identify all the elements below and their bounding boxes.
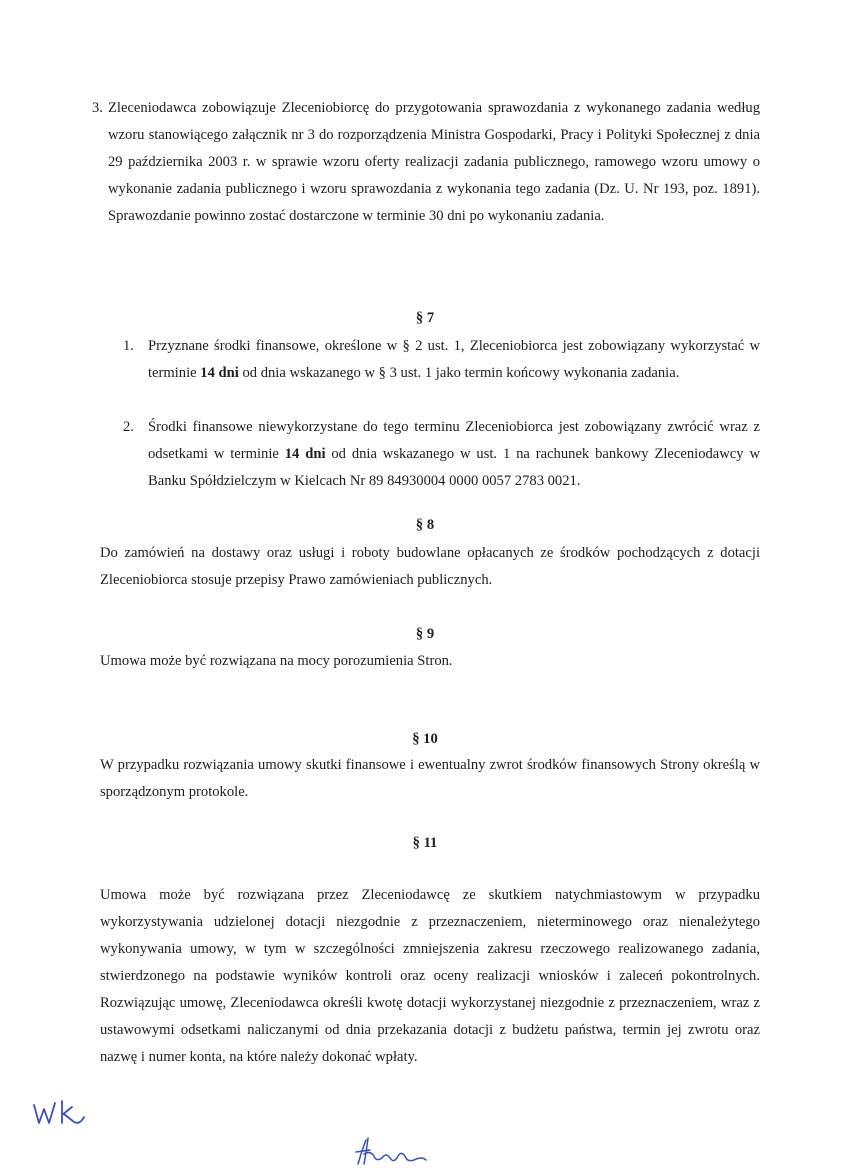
text-run: od dnia wskazanego w ust. 1 na rachunek bankowy Zleceniodawcy w Banku Spółdzielczym w Kielcach Nr 89 84930004 0000 0057 2783 0021. [148,446,760,489]
section7-item-2 [123,414,760,495]
section7-item-1 [123,333,760,387]
section10-text: W przypadku rozwiązania umowy skutki finansowe i ewentualny zwrot środków finansowych Strony określą w sporządzonym protokole. [100,757,760,800]
section-heading-8: § 8 [415,517,435,533]
text-run: Środki finansowe niewykorzystane do tego terminu Zleceniobiorca jest zobowiązany zwrócić wraz z odsetkami w terminie [148,419,760,462]
section11-text: Umowa może być rozwiązana przez Zleceniodawcę ze skutkiem natychmiastowym w przypadku wykorzystywania udzielonej dotacji niezgodnie z przeznaczeniem, nieterminowego oraz nienależytego wykonywania umowy, w tym w szczególności zmniejszenia zakresu rzeczowego realizowanego zadania, stwierdzonego na podstawie wyników kontroli oraz oceny realizacji wniosków i zaleceń pokontrolnych. Rozwiązując umowę, Zleceniodawca określi kwotę dotacji wykorzystanej niezgodnie z przeznaczeniem, wraz z ustawowymi odsetkami naliczanymi od dnia przekazania dotacji z budżetu państwa, termin jej zwrotu oraz nazwę i numer konta, na które należy dokonać wpłaty. [100,887,760,1065]
handwritten-initials [30,1095,90,1131]
text-run: od dnia wskazanego w § 3 ust. 1 jako termin końcowy wykonania zadania. [238,365,680,381]
section-heading-9: § 9 [415,626,435,642]
item-text: Zleceniodawca zobowiązuje Zleceniobiorcę do przygotowania sprawozdania z wykonanego zadania według wzoru stanowiącego załącznik nr 3 do rozporządzenia Ministra Gospodarki, Pracy i Polityki Społecznej z dnia 29 października 2003 r. w sprawie wzoru oferty realizacji zadania publicznego, ramowego wzoru umowy o wykonanie zadania publicznego i wzoru sprawozdania z wykonania tego zadania (Dz. U. Nr 193, poz. 1891). Sprawozdanie powinno zostać dostarczone w terminie 30 dni po wykonaniu zadania. [108,100,760,224]
section9-text: Umowa może być rozwiązana na mocy porozumienia Stron. [100,653,453,669]
section-heading-11: § 11 [412,835,438,851]
section-heading-7: § 7 [415,310,435,326]
item-3 [92,95,760,230]
section-heading-10: § 10 [412,731,438,747]
section8-text: Do zamówień na dostawy oraz usługi i roboty budowlane opłacanych ze środków pochodzących z dotacji Zleceniobiorca stosuje przepisy Prawo zamówieniach publicznych. [100,545,760,588]
item-text [148,414,760,495]
text-run: Przyznane środki finansowe, określone w § 2 ust. 1, Zleceniobiorca jest zobowiązany wykorzystać w terminie [148,338,760,381]
handwritten-signature [352,1130,432,1170]
bold-term: 14 dni [200,365,239,381]
item-number: 3. [92,100,103,116]
bold-term: 14 dni [284,446,326,462]
item-number: 1. [123,338,134,354]
item-number: 2. [123,419,134,435]
item-text [148,333,760,387]
